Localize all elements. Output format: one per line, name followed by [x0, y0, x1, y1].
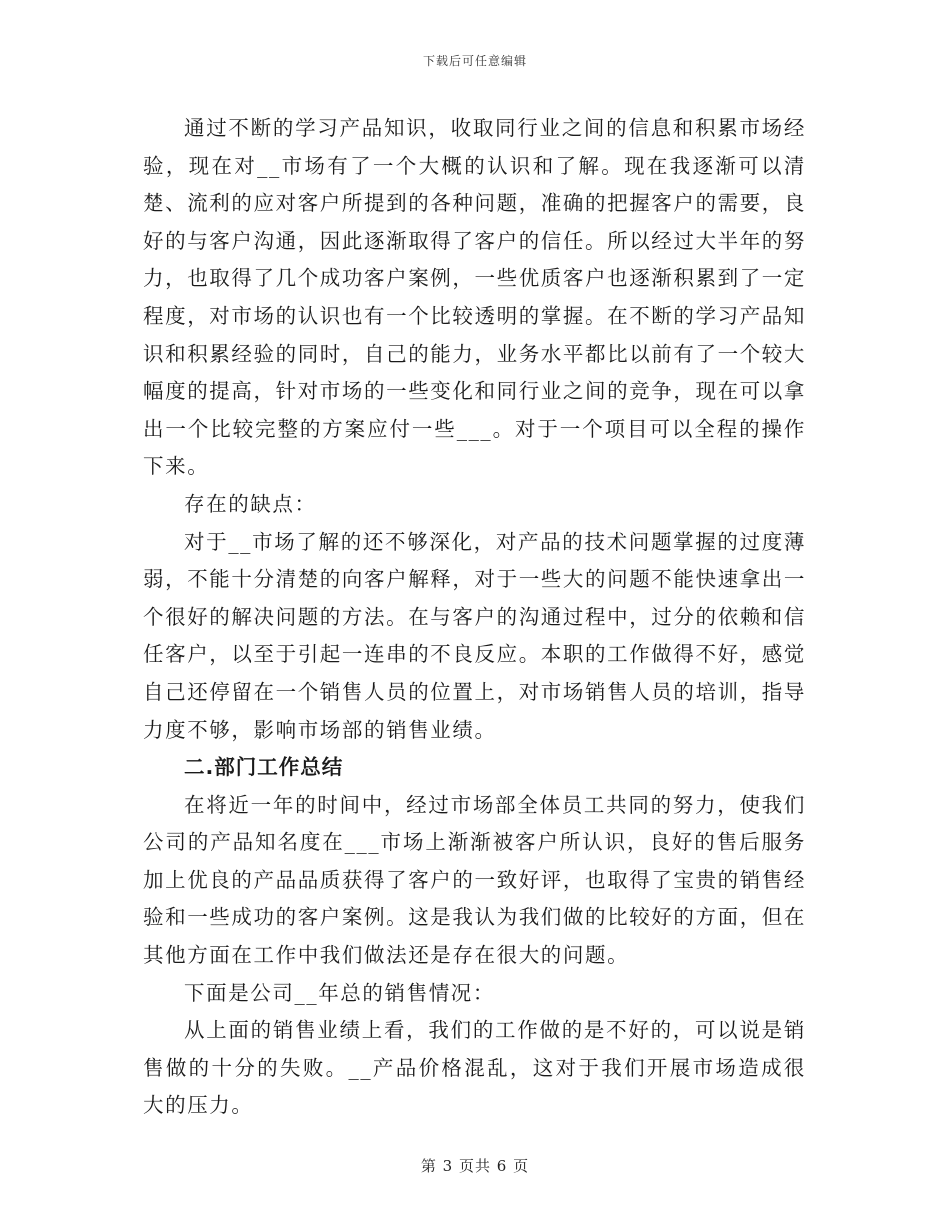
document-body — [143, 110, 806, 1125]
paragraph-market-experience: 通过不断的学习产品知识，收取同行业之间的信息和积累市场经验，现在对__市场有了一个大概的认识和了解。现在我逐渐可以清楚、流利的应对客户所提到的各种问题，准确的把握客户的需要，良好的与客户沟通，因此逐渐取得了客户的信任。所以经过大半年的努力，也取得了几个成功客户案例，一些优质客户也逐渐积累到了一定程度，对市场的认识也有一个比较透明的掌握。在不断的学习产品知识和积累经验的同时，自己的能力，业务水平都比以前有了一个较大幅度的提高，针对市场的一些变化和同行业之间的竞争，现在可以拿出一个比较完整的方案应付一些___。对于一个项目可以全程的操作下来。 — [143, 116, 806, 479]
paragraph-sales-analysis: 从上面的销售业绩上看，我们的工作做的是不好的，可以说是销售做的十分的失败。__产品价格混乱，这对于我们开展市场造成很大的压力。 — [143, 1018, 806, 1118]
paragraph-sales-intro: 下面是公司__年总的销售情况： — [184, 980, 495, 1005]
paragraph-department-summary: 在将近一年的时间中，经过市场部全体员工共同的努力，使我们公司的产品知名度在___市场上渐渐被客户所认识，良好的售后服务加上优良的产品品质获得了客户的一致好评，也取得了宝贵的销售经验和一些成功的客户案例。这是我认为我们做的比较好的方面，但在其他方面在工作中我们做法还是存在很大的问题。 — [143, 792, 806, 968]
paragraph-shortcomings-label: 存在的缺点： — [184, 491, 317, 516]
page-number-footer: 第 3 页共 6 页 — [420, 1157, 530, 1175]
page-header: 下载后可任意编辑 — [422, 54, 527, 68]
paragraph-shortcomings: 对于__市场了解的还不够深化，对产品的技术问题掌握的过度薄弱，不能十分清楚的向客户解释，对于一些大的问题不能快速拿出一个很好的解决问题的方法。在与客户的沟通过程中，过分的依赖和信任客户，以至于引起一连串的不良反应。本职的工作做得不好，感觉自己还停留在一个销售人员的位置上，对市场销售人员的培训，指导力度不够，影响市场部的销售业绩。 — [143, 529, 806, 742]
section-heading-department-summary: 二.部门工作总结 — [184, 755, 344, 780]
